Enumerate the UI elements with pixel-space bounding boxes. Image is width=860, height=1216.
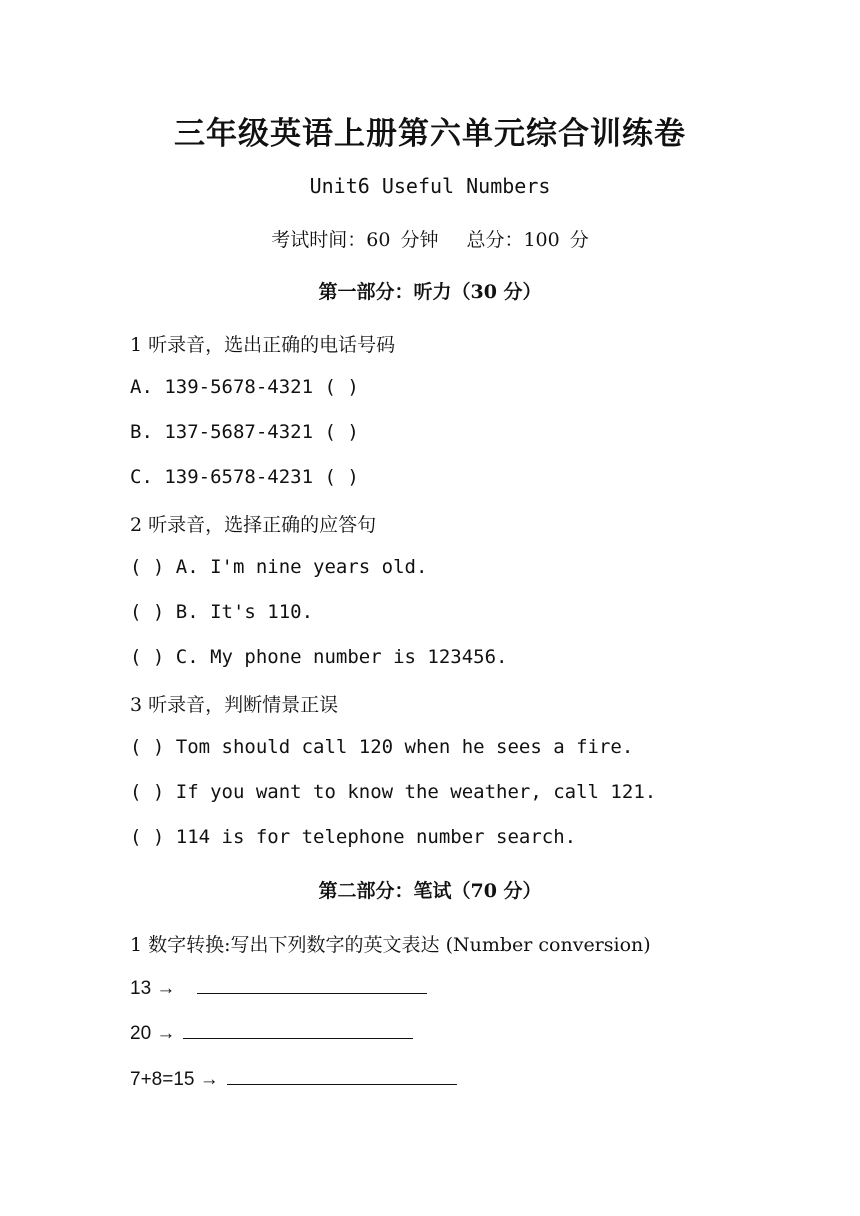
answer-blank-3[interactable]: [227, 1066, 457, 1085]
conversion-item-2: [130, 1020, 413, 1045]
q2-option-c: ( ) C. My phone number is 123456.: [130, 646, 508, 668]
q1-prompt: 1 听录音，选出正确的电话号码: [130, 334, 396, 356]
conversion-item-3: [130, 1066, 457, 1091]
p2-q1-prompt: 1 数字转换:写出下列数字的英文表达 (Number conversion): [130, 934, 651, 956]
part2-heading: 第二部分：笔试（70 分）: [318, 880, 542, 902]
q2-prompt: 2 听录音，选择正确的应答句: [130, 514, 377, 536]
q1-option-a: A. 139-5678-4321 ( ): [130, 376, 359, 398]
conversion-label-2: 20 →: [130, 1023, 176, 1044]
q2-option-a: ( ) A. I'm nine years old.: [130, 556, 428, 578]
q3-statement-3: ( ) 114 is for telephone number search.: [130, 826, 577, 848]
conversion-label-3: 7+8=15 →: [130, 1069, 219, 1090]
q1-option-b: B. 137-5687-4321 ( ): [130, 421, 359, 443]
exam-time: 考试时间：60 分钟: [271, 229, 439, 251]
exam-title: 三年级英语上册第六单元综合训练卷: [174, 116, 686, 152]
conversion-label-1: 13 →: [130, 978, 176, 999]
unit-subtitle: Unit6 Useful Numbers: [309, 174, 551, 198]
part1-heading: 第一部分：听力（30 分）: [318, 281, 542, 303]
conversion-item-1: [130, 975, 427, 1000]
q2-option-b: ( ) B. It's 110.: [130, 601, 314, 623]
total-score: 总分：100 分: [466, 229, 589, 251]
answer-blank-2[interactable]: [183, 1020, 413, 1039]
exam-meta: [0, 225, 860, 252]
q3-prompt: 3 听录音，判断情景正误: [130, 694, 339, 716]
q1-option-c: C. 139-6578-4231 ( ): [130, 466, 359, 488]
q3-statement-1: ( ) Tom should call 120 when he sees a fire.: [130, 736, 634, 758]
q3-statement-2: ( ) If you want to know the weather, call 121.: [130, 781, 657, 803]
answer-blank-1[interactable]: [197, 975, 427, 994]
